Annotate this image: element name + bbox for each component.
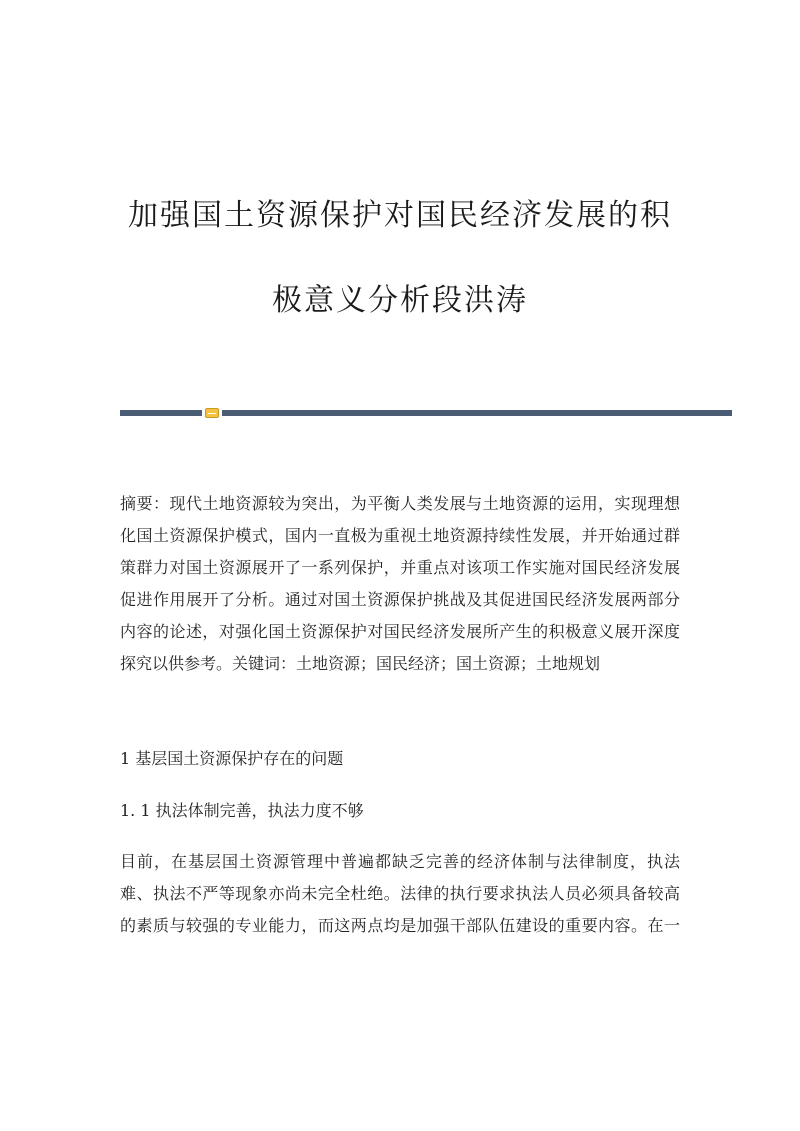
subsection-heading-text: 1. 1 执法体制完善，执法力度不够 xyxy=(120,801,364,820)
section-heading xyxy=(120,743,680,775)
body-line: 的素质与较强的专业能力，而这两点均是加强干部队伍建设的重要内容。在一 xyxy=(120,916,680,935)
document-badge-icon xyxy=(205,408,219,418)
abstract-line: 化国土资源保护模式，国内一直极为重视土地资源持续性发展，并开始通过群 xyxy=(120,526,680,545)
abstract-paragraph xyxy=(120,488,680,680)
body-line: 难、执法不严等现象亦尚未完全杜绝。法律的执行要求执法人员必须具备较高 xyxy=(120,884,680,903)
section-heading-text: 1 基层国土资源保护存在的问题 xyxy=(120,749,344,768)
divider-bar-right xyxy=(222,410,732,416)
document-title-line-1: 加强国土资源保护对国民经济发展的积 xyxy=(128,198,672,233)
subsection-heading xyxy=(120,795,680,827)
body-line: 目前，在基层国土资源管理中普遍都缺乏完善的经济体制与法律制度，执法 xyxy=(120,852,680,871)
abstract-line: 内容的论述，对强化国土资源保护对国民经济发展所产生的积极意义展开深度 xyxy=(120,622,680,641)
divider-bar-left xyxy=(120,410,202,416)
title-divider xyxy=(120,408,732,418)
abstract-line: 探究以供参考。关键词：土地资源；国民经济；国土资源；土地规划 xyxy=(120,654,601,673)
abstract-line: 促进作用展开了分析。通过对国土资源保护挑战及其促进国民经济发展两部分 xyxy=(120,590,680,609)
abstract-line: 策群力对国土资源展开了一系列保护，并重点对该项工作实施对国民经济发展 xyxy=(120,558,680,577)
document-title-line-2: 极意义分析段洪涛 xyxy=(272,283,528,318)
abstract-line: 摘要：现代土地资源较为突出，为平衡人类发展与土地资源的运用，实现理想 xyxy=(120,494,680,513)
body-paragraph xyxy=(120,846,680,942)
